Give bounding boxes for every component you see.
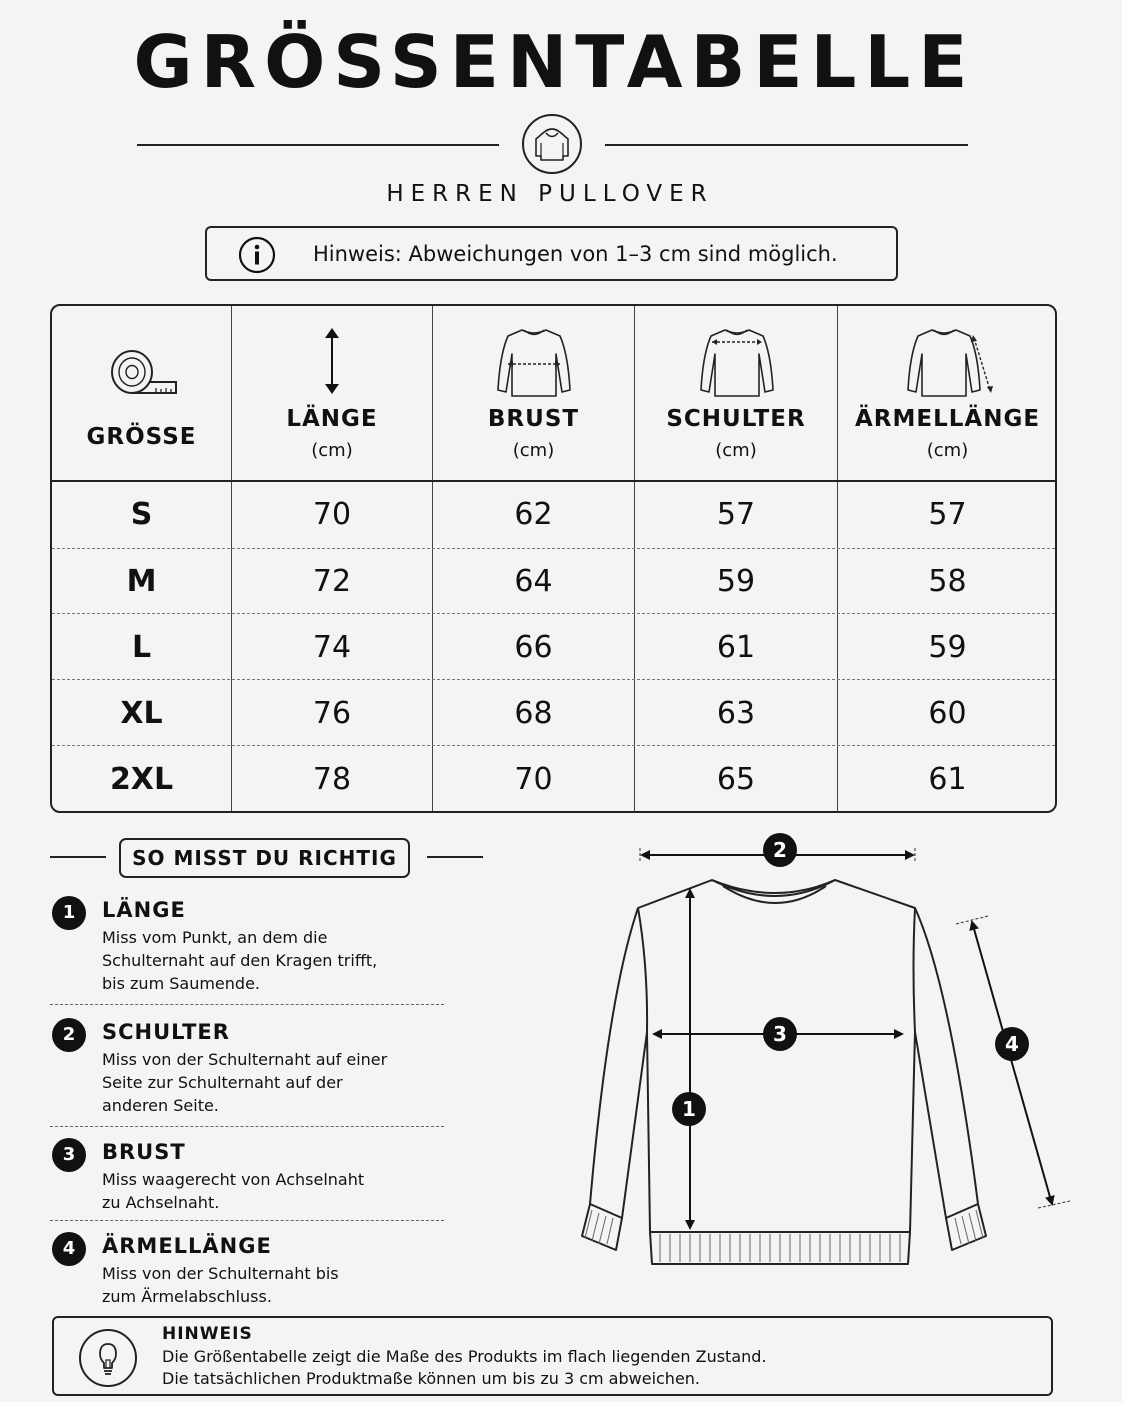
hint-line-1: Die Größentabelle zeigt die Maße des Produkts im flach liegenden Zustand. [162, 1347, 767, 1366]
measure-divider-left [50, 856, 106, 858]
shoulder-cell: 61 [716, 630, 756, 665]
marker-2 [763, 833, 797, 867]
step-title: LÄNGE [102, 898, 186, 922]
header-chest-label: BRUST [487, 406, 580, 432]
header-shoulder [635, 306, 837, 480]
sleeve-cell: 57 [928, 497, 967, 532]
table-row [52, 549, 1057, 615]
measure-section-title: SO MISST DU RICHTIG [119, 838, 410, 878]
size-table [50, 304, 1057, 813]
header-chest-unit: (cm) [512, 440, 555, 461]
svg-text:4: 4 [1005, 1032, 1019, 1056]
sleeve-measure-line [972, 922, 1052, 1204]
measure-step [52, 1018, 444, 1118]
sleeve-cell: 59 [928, 630, 967, 665]
length-cell: 74 [312, 630, 352, 665]
header-shoulder-unit: (cm) [715, 440, 757, 461]
step-description: Miss waagerecht von Achselnaht zu Achselnaht. [102, 1170, 365, 1212]
shoulder-cell: 65 [716, 762, 756, 797]
header-length [232, 306, 432, 480]
sleeve-cell: 61 [928, 762, 967, 797]
chest-cell: 64 [514, 564, 553, 599]
notice-box [205, 226, 898, 281]
header-size [52, 306, 231, 480]
header-length-label: LÄNGE [286, 406, 378, 432]
size-cell: L [131, 630, 152, 665]
table-row [52, 747, 1057, 813]
step-number-badge: 2 [52, 1018, 86, 1052]
page-subtitle: HERREN PULLOVER [386, 181, 714, 207]
measure-divider-right [427, 856, 483, 858]
shoulder-cell: 59 [716, 564, 756, 599]
table-row [52, 615, 1057, 681]
sweater-outline [582, 880, 986, 1264]
header-sleeve-unit: (cm) [926, 440, 969, 461]
size-cell: S [130, 497, 153, 532]
table-row [52, 681, 1057, 747]
chest-cell: 70 [514, 762, 553, 797]
page-title: GRÖSSENTABELLE [133, 20, 976, 104]
length-cell: 78 [312, 762, 352, 797]
length-cell: 72 [312, 564, 352, 599]
measure-step [52, 1232, 444, 1312]
step-title: ÄRMELLÄNGE [102, 1234, 272, 1258]
svg-text:1: 1 [682, 1097, 696, 1121]
divider-left [137, 144, 499, 146]
shoulder-cell: 57 [716, 497, 756, 532]
sleeve-sweater-icon [902, 324, 998, 400]
length-arrow-icon [320, 326, 344, 396]
step-description: Miss von der Schulternaht auf einer Seite zur Schulternaht auf der anderen Seite. [102, 1050, 388, 1115]
chest-cell: 68 [514, 696, 553, 731]
header-size-label: GRÖSSE [86, 424, 197, 450]
svg-text:2: 2 [773, 838, 787, 862]
step-title: BRUST [102, 1140, 186, 1164]
chest-cell: 62 [514, 497, 553, 532]
table-row [52, 482, 1057, 548]
marker-1 [672, 1092, 706, 1126]
hoodie-emblem-icon [521, 113, 583, 175]
hint-box [52, 1316, 1053, 1396]
hint-line-2: Die tatsächlichen Produktmaße können um bis zu 3 cm abweichen. [162, 1369, 701, 1388]
header-sleeve [838, 306, 1057, 480]
chest-cell: 66 [514, 630, 553, 665]
size-cell: M [126, 564, 157, 599]
header-chest [433, 306, 634, 480]
step-title: SCHULTER [102, 1020, 230, 1044]
hint-title: HINWEIS [162, 1324, 253, 1344]
step-description: Miss von der Schulternaht bis zum Ärmelabschluss. [102, 1264, 339, 1306]
header-sleeve-label: ÄRMELLÄNGE [854, 406, 1041, 432]
shoulder-sweater-icon [695, 324, 779, 400]
divider-right [605, 144, 968, 146]
notice-text: Hinweis: Abweichungen von 1–3 cm sind möglich. [313, 242, 838, 266]
sweater-measure-diagram [530, 826, 1090, 1266]
step-number-badge: 4 [52, 1232, 86, 1266]
marker-4 [995, 1027, 1029, 1061]
sleeve-cell: 60 [928, 696, 967, 731]
size-cell: 2XL [109, 762, 174, 797]
size-cell: XL [120, 696, 163, 731]
measuring-tape-icon [110, 346, 180, 402]
step-description: Miss vom Punkt, an dem die Schulternaht auf den Kragen trifft, bis zum Saumende. [102, 928, 378, 993]
info-icon [237, 235, 277, 275]
header-shoulder-label: SCHULTER [666, 406, 806, 432]
svg-text:3: 3 [773, 1022, 787, 1046]
step-number-badge: 3 [52, 1138, 86, 1172]
length-cell: 76 [312, 696, 352, 731]
header-length-unit: (cm) [311, 440, 353, 461]
measure-step [52, 896, 444, 996]
lightbulb-icon [78, 1328, 138, 1388]
marker-3 [763, 1017, 797, 1051]
shoulder-cell: 63 [716, 696, 756, 731]
measure-step [52, 1138, 444, 1218]
length-cell: 70 [312, 497, 352, 532]
sleeve-cell: 58 [928, 564, 967, 599]
rib-texture [585, 1210, 983, 1262]
chest-sweater-icon [492, 324, 576, 400]
step-number-badge: 1 [52, 896, 86, 930]
